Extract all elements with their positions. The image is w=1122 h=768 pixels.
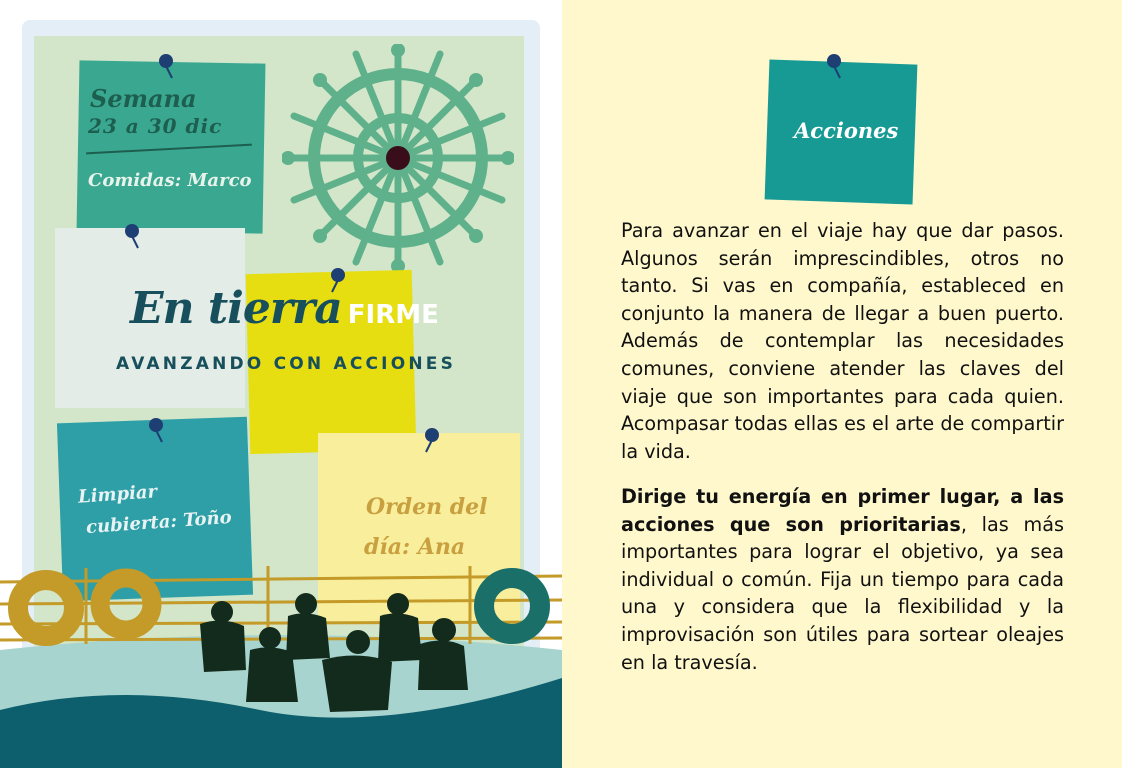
pushpin-icon [120, 222, 144, 250]
cover-title-bold: FIRME [347, 300, 439, 330]
pushpin-icon [420, 426, 444, 454]
note-comidas: Comidas: Marco [88, 170, 252, 191]
paragraph-intro: Para avanzar en el viaje hay que dar pasos. Algunos serán imprescindibles, otros no tanto. Si vas en compañía, estableced en conjunto la manera de llegar a buen puerto. Además de contemplar las necesidades comunes, conviene atender las claves del viaje que son importantes para cada quien. Acompasar todas ellas es el arte de compartir la vida. [621, 219, 1064, 463]
paragraph-energy-rest: , las más importantes para lograr el objetivo, ya sea individual o común. Fija un tiempo para cada una y considera que la flexibilidad y la improvisación son útiles para sortear oleajes en la travesía. [621, 512, 1064, 674]
pushpin-icon [822, 52, 846, 80]
note-semana-title: Semana [90, 84, 197, 113]
note-acciones-label: Acciones [794, 118, 899, 143]
ship-wheel-icon [282, 44, 514, 276]
note-semana-dates: 23 a 30 dic [88, 114, 223, 138]
note-limpiar-line2: cubierta: Toño [85, 506, 233, 539]
pushpin-icon [144, 416, 168, 444]
cover-title [130, 283, 439, 334]
note-orden-line1: Orden del [366, 494, 488, 520]
note-limpiar-line1: Limpiar [77, 481, 158, 508]
cover-title-script: En tierra [130, 283, 342, 334]
ship-deck-illustration [0, 560, 562, 768]
paragraph-energy-bold: Dirige tu energía en primer lugar, a las acciones que son prioritarias [621, 485, 1064, 536]
cover-subtitle: AVANZANDO CON ACCIONES [116, 354, 457, 374]
text-page [562, 0, 1122, 768]
note-orden-line2: día: Ana [364, 534, 466, 560]
paragraph-energy [621, 483, 1064, 676]
pushpin-icon [154, 52, 178, 80]
